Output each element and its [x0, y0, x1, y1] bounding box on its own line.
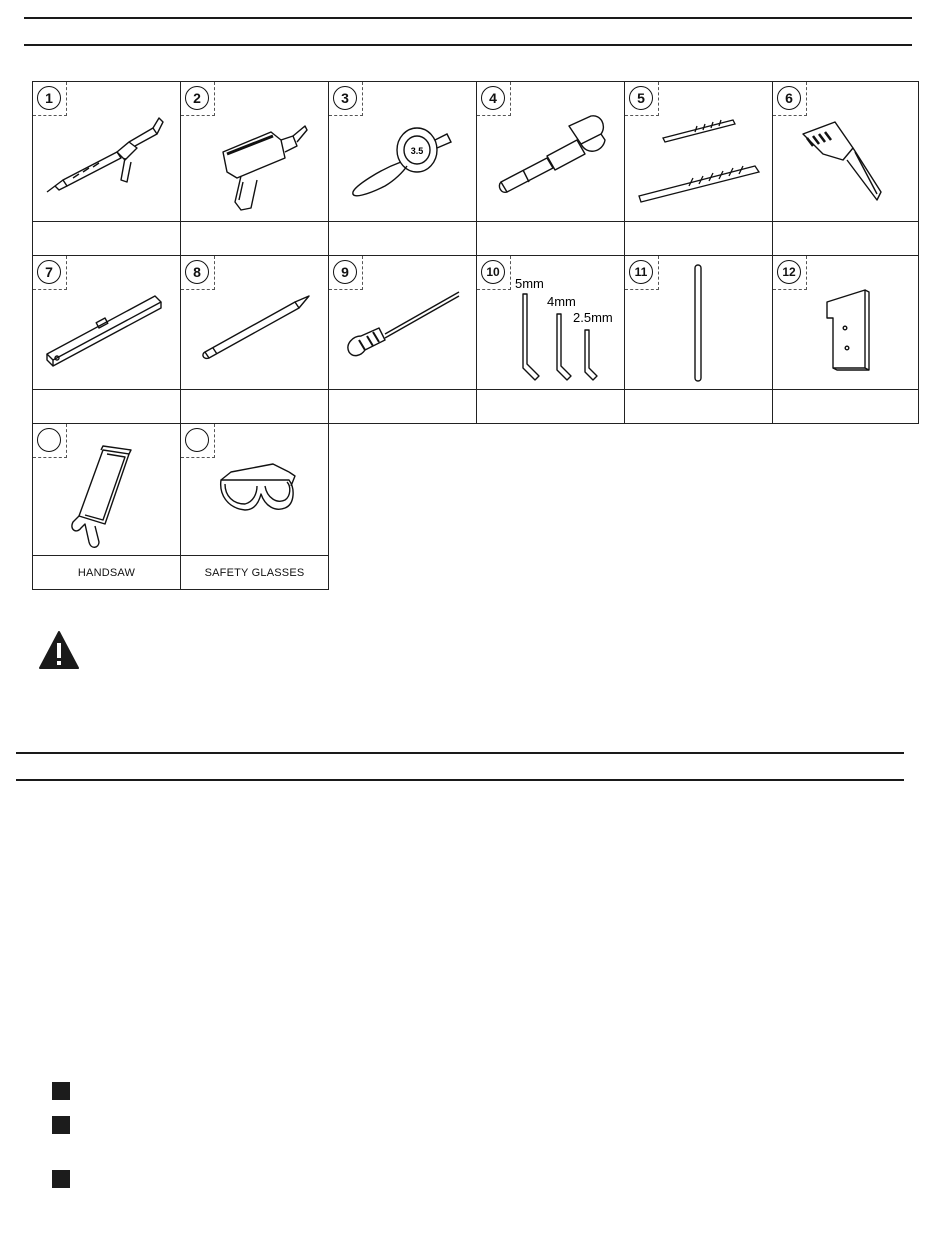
svg-text:2.5mm: 2.5mm	[573, 310, 613, 325]
header-bottom-rule	[24, 44, 912, 46]
tool-cell-9	[329, 256, 477, 390]
tool-caption-2	[181, 222, 329, 256]
tool-caption-12	[773, 390, 919, 424]
tool-number-tag: 11	[625, 256, 659, 290]
warning-triangle-icon	[38, 630, 80, 670]
tool-number-tag	[181, 424, 215, 458]
tools-table	[32, 81, 919, 590]
square-bullet-icon	[52, 1082, 70, 1100]
tool-number-tag: 1	[33, 82, 67, 116]
tool-caption-8	[181, 390, 329, 424]
svg-text:4mm: 4mm	[547, 294, 576, 309]
tool-cell-7	[33, 256, 181, 390]
tool-cell-1	[33, 82, 181, 222]
tool-caption-1	[33, 222, 181, 256]
square-bullet-icon	[52, 1116, 70, 1134]
tool-caption-safety-glasses: SAFETY GLASSES	[181, 556, 329, 590]
tool-number-tag	[33, 424, 67, 458]
section-top-rule	[16, 752, 904, 754]
tool-cell-11	[625, 256, 773, 390]
tool-caption-4	[477, 222, 625, 256]
tool-cell-4	[477, 82, 625, 222]
tool-caption-handsaw: HANDSAW	[33, 556, 181, 590]
tool-caption-9	[329, 390, 477, 424]
svg-text:5mm: 5mm	[515, 276, 544, 291]
tool-cell-safety-glasses	[181, 424, 329, 556]
tool-cell-10	[477, 256, 625, 390]
tool-number-tag: 8	[181, 256, 215, 290]
tool-cell-3	[329, 82, 477, 222]
tool-cell-2	[181, 82, 329, 222]
tool-caption-11	[625, 390, 773, 424]
tool-number-tag: 6	[773, 82, 807, 116]
header-top-rule	[24, 17, 912, 19]
tool-caption-6	[773, 222, 919, 256]
tool-cell-6	[773, 82, 919, 222]
tool-cell-5	[625, 82, 773, 222]
tool-caption-7	[33, 390, 181, 424]
tool-cell-handsaw	[33, 424, 181, 556]
tool-number-tag: 3	[329, 82, 363, 116]
tool-number-tag: 10	[477, 256, 511, 290]
tool-caption-5	[625, 222, 773, 256]
tool-number-tag: 12	[773, 256, 807, 290]
svg-text:3.5: 3.5	[410, 146, 424, 156]
tool-cell-8	[181, 256, 329, 390]
tool-caption-10	[477, 390, 625, 424]
tool-cell-12	[773, 256, 919, 390]
tool-number-tag: 4	[477, 82, 511, 116]
tool-number-tag: 5	[625, 82, 659, 116]
tool-number-tag: 7	[33, 256, 67, 290]
tool-caption-3	[329, 222, 477, 256]
section-bottom-rule	[16, 779, 904, 781]
tool-number-tag: 2	[181, 82, 215, 116]
tool-number-tag: 9	[329, 256, 363, 290]
square-bullet-icon	[52, 1170, 70, 1188]
